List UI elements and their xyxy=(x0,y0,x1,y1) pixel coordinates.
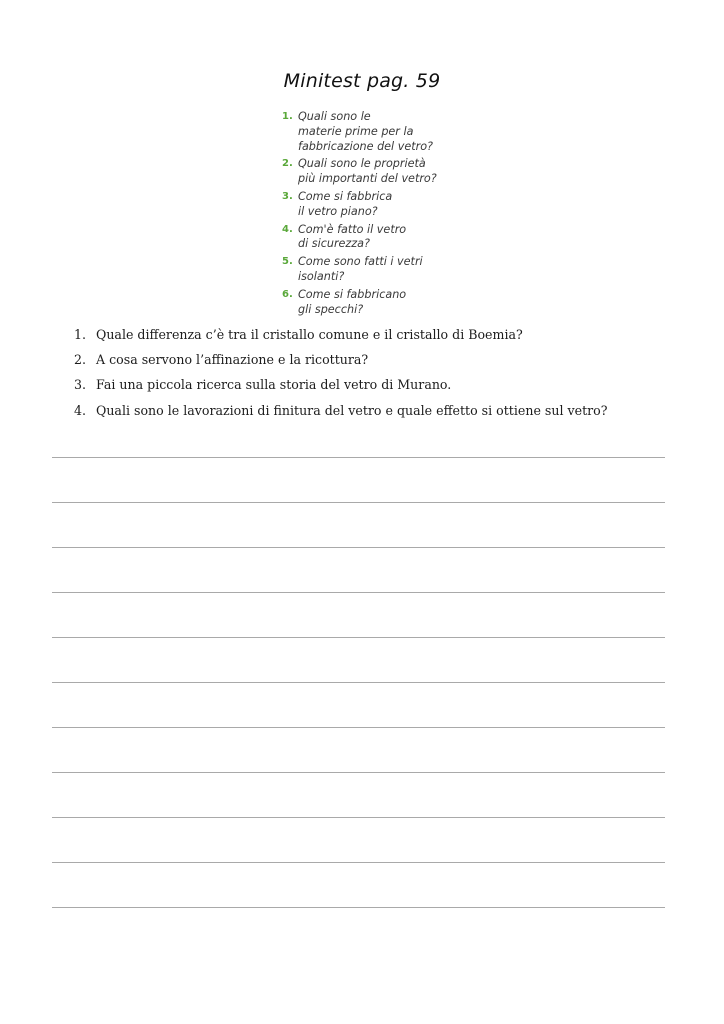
book-question-number: 1. xyxy=(282,111,293,122)
additional-question-number: 1. xyxy=(74,327,87,342)
answer-line xyxy=(52,682,665,683)
answer-line xyxy=(52,817,665,818)
book-question-text: Quali sono le proprietà più importanti del vetro? xyxy=(298,157,437,186)
book-question-number: 4. xyxy=(282,223,293,235)
book-question-item xyxy=(282,157,472,187)
additional-question-text: Quali sono le lavorazioni di finitura del vetro e quale effetto si ottiene sul vetro? xyxy=(96,402,608,418)
book-question-item xyxy=(282,288,472,318)
additional-question-number: 3. xyxy=(74,377,87,393)
answer-line xyxy=(52,457,665,458)
additional-question-number: 2. xyxy=(74,352,87,368)
answer-line xyxy=(52,907,665,908)
answer-line xyxy=(52,772,665,773)
additional-question-text: Quale differenza c’è tra il cristallo comune e il cristallo di Boemia? xyxy=(96,327,523,342)
additional-question-item xyxy=(74,402,694,419)
answer-line xyxy=(52,862,665,863)
book-question-text: Come si fabbricano gli specchi? xyxy=(298,287,407,316)
answer-line xyxy=(52,547,665,548)
book-question-item xyxy=(282,223,472,253)
book-question-list xyxy=(282,110,472,320)
book-question-number: 3. xyxy=(282,190,293,202)
answer-line xyxy=(52,502,665,503)
additional-question-item xyxy=(74,326,694,343)
answer-line xyxy=(52,637,665,638)
answer-lines xyxy=(52,457,665,952)
book-question-text: Com'è fatto il vetro di sicurezza? xyxy=(298,222,407,251)
page-title: Minitest pag. 59 xyxy=(283,70,441,92)
book-question-number: 6. xyxy=(282,288,293,300)
additional-question-item xyxy=(74,351,694,368)
additional-question-text: A cosa servono l’affinazione e la ricottura? xyxy=(96,352,369,368)
book-question-number: 5. xyxy=(282,256,293,268)
answer-line xyxy=(52,727,665,728)
additional-question-text: Fai una piccola ricerca sulla storia del vetro di Murano. xyxy=(96,377,452,393)
additional-question-item xyxy=(74,376,694,393)
book-question-item xyxy=(282,190,472,220)
additional-question-list xyxy=(74,326,694,427)
book-question-number: 2. xyxy=(282,158,293,170)
book-question-text: Come si fabbrica il vetro piano? xyxy=(298,189,393,218)
book-question-text: Quali sono le materie prime per la fabbricazione del vetro? xyxy=(298,110,433,153)
book-question-text: Come sono fatti i vetri isolanti? xyxy=(298,255,423,283)
additional-question-number: 4. xyxy=(74,402,87,418)
book-question-item xyxy=(282,110,472,154)
book-question-item xyxy=(282,255,472,285)
answer-line xyxy=(52,592,665,593)
